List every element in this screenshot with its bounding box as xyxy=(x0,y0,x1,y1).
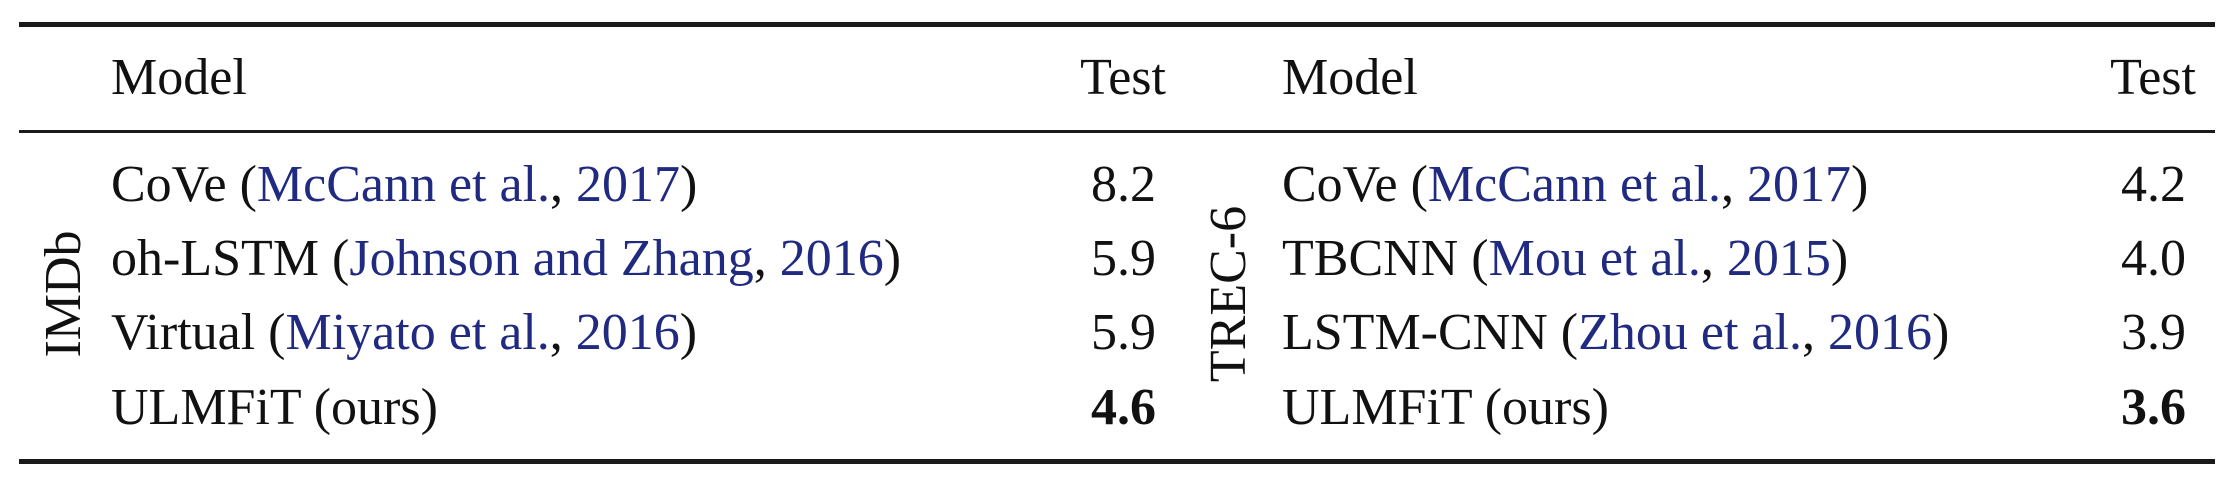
top-rule xyxy=(19,22,2215,27)
imdb-row-model xyxy=(111,156,698,213)
trec-row-model xyxy=(1282,379,1609,436)
header-test-left: Test xyxy=(1080,49,1166,106)
model-name: Virtual xyxy=(111,304,256,361)
model-name: TBCNN xyxy=(1282,230,1459,287)
citation-close: ) xyxy=(680,156,698,213)
header-model-right: Model xyxy=(1282,49,1418,106)
imdb-group-label: IMDb xyxy=(35,230,92,358)
citation-year-link[interactable]: 2016 xyxy=(779,230,884,287)
citation-sep: , xyxy=(550,156,577,213)
model-name: ULMFiT (ours) xyxy=(111,379,438,436)
citation-year-link[interactable]: 2017 xyxy=(1747,156,1852,213)
citation-open: ( xyxy=(226,156,257,213)
citation-link[interactable]: Mou et al. xyxy=(1488,230,1701,287)
citation-link[interactable]: Zhou et al. xyxy=(1578,304,1802,361)
model-name: oh-LSTM xyxy=(111,230,319,287)
imdb-row-test: 5.9 xyxy=(1091,230,1156,287)
model-name: LSTM-CNN xyxy=(1282,304,1548,361)
citation-open: ( xyxy=(1458,230,1489,287)
citation-link[interactable]: McCann et al. xyxy=(1427,156,1722,213)
trec-row-test: 4.0 xyxy=(2121,230,2186,287)
imdb-row-model xyxy=(111,230,902,287)
citation-close: ) xyxy=(1931,304,1950,361)
model-name: CoVe xyxy=(1282,156,1398,213)
citation-link[interactable]: McCann et al. xyxy=(256,156,551,213)
citation-sep: , xyxy=(549,304,576,361)
header-rule xyxy=(19,130,2215,133)
citation-close: ) xyxy=(1851,156,1869,213)
citation-sep: , xyxy=(753,230,780,287)
imdb-row-model xyxy=(111,379,438,436)
citation-year-link[interactable]: 2017 xyxy=(576,156,681,213)
imdb-row-test: 5.9 xyxy=(1091,304,1156,361)
imdb-row-test: 8.2 xyxy=(1091,156,1156,213)
imdb-row-test-best: 4.6 xyxy=(1091,379,1156,436)
header-model-left: Model xyxy=(111,49,247,106)
trec-group-label: TREC-6 xyxy=(1200,205,1257,383)
model-name: ULMFiT (ours) xyxy=(1282,379,1609,436)
citation-close: ) xyxy=(679,304,698,361)
citation-year-link[interactable]: 2016 xyxy=(575,304,680,361)
citation-year-link[interactable]: 2016 xyxy=(1827,304,1932,361)
trec-row-model xyxy=(1282,304,1950,361)
citation-open: ( xyxy=(319,230,350,287)
citation-open: ( xyxy=(255,304,286,361)
citation-close: ) xyxy=(883,230,902,287)
trec-row-model xyxy=(1282,230,1849,287)
citation-open: ( xyxy=(1397,156,1428,213)
citation-close: ) xyxy=(1830,230,1849,287)
citation-link[interactable]: Miyato et al. xyxy=(285,304,550,361)
trec-row-test: 4.2 xyxy=(2121,156,2186,213)
citation-sep: , xyxy=(1721,156,1748,213)
trec-row-model xyxy=(1282,156,1869,213)
citation-link[interactable]: Johnson and Zhang xyxy=(349,230,754,287)
model-name: CoVe xyxy=(111,156,227,213)
citation-year-link[interactable]: 2015 xyxy=(1726,230,1831,287)
trec-row-test-best: 3.6 xyxy=(2121,379,2186,436)
citation-sep: , xyxy=(1801,304,1828,361)
trec-row-test: 3.9 xyxy=(2121,304,2186,361)
header-test-right: Test xyxy=(2110,49,2196,106)
imdb-row-model xyxy=(111,304,698,361)
citation-sep: , xyxy=(1700,230,1727,287)
citation-open: ( xyxy=(1547,304,1579,361)
bottom-rule xyxy=(19,459,2215,464)
